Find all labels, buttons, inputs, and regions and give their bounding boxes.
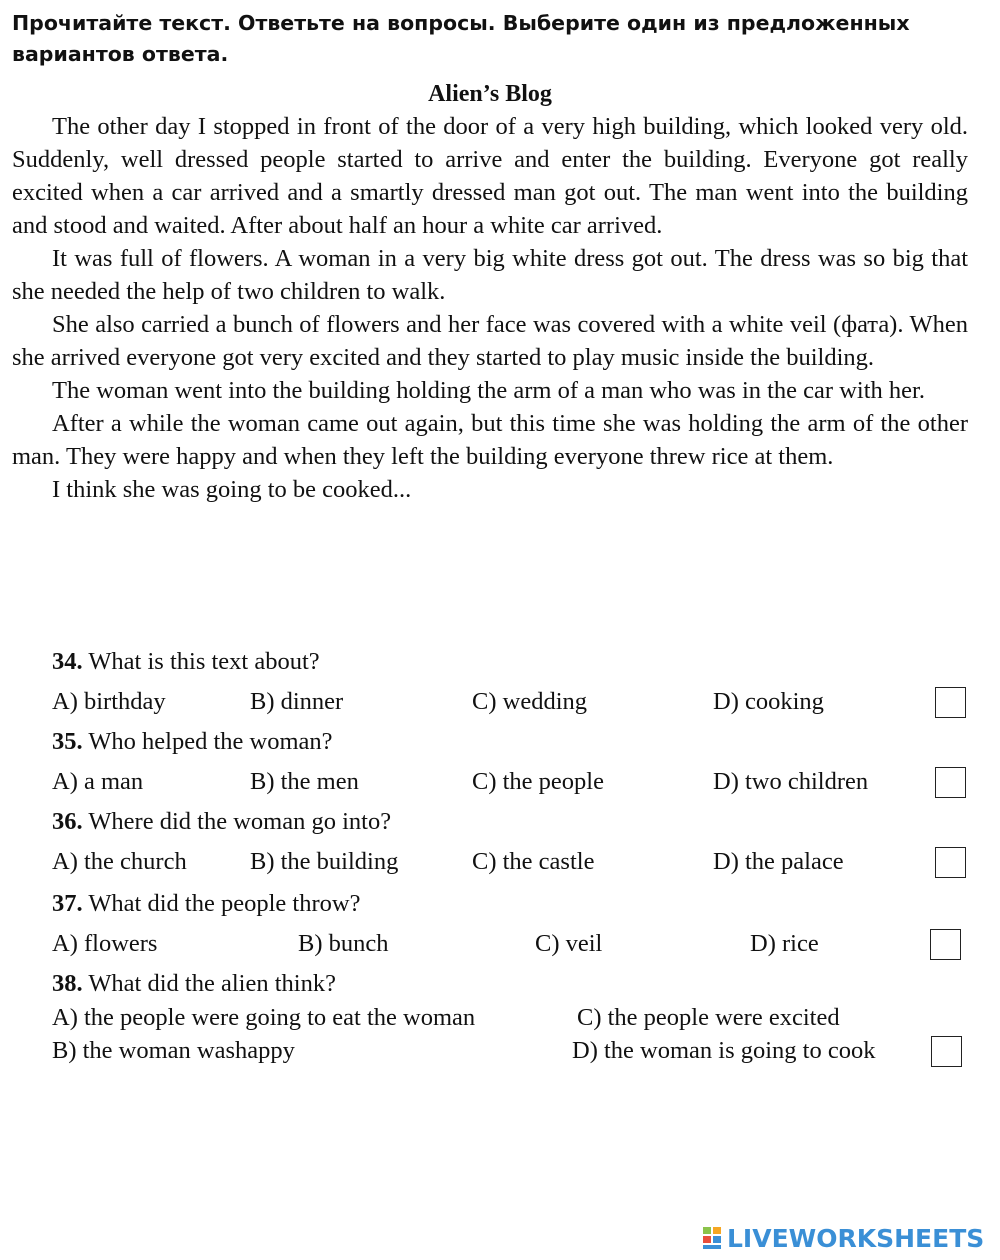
liveworksheets-logo (702, 1222, 984, 1254)
question-text: Where did the woman go into? (88, 808, 392, 835)
q36-option-b: B) the building (250, 848, 399, 875)
q34-option-c: C) wedding (472, 688, 587, 715)
question-number: 35. (52, 728, 83, 755)
question-36 (52, 806, 391, 838)
paragraph: The woman went into the building holding the arm of a man who was in the car with her. (52, 377, 925, 404)
q35-option-a: A) a man (52, 768, 144, 795)
q38-option-d: D) the woman is going to cook (572, 1037, 876, 1064)
q37-option-c: C) veil (535, 930, 603, 957)
instructions: Прочитайте текст. Ответьте на вопросы. Выберите один из предложенных вариантов ответа. (12, 11, 910, 66)
question-number: 38. (52, 970, 83, 997)
question-number: 37. (52, 890, 83, 917)
q37-option-b: B) bunch (298, 930, 389, 957)
question-text: Who helped the woman? (88, 728, 333, 755)
q38-option-b: B) the woman washappy (52, 1037, 295, 1064)
question-text: What did the alien think? (88, 970, 336, 997)
q36-option-a: A) the church (52, 848, 187, 875)
q34-option-d: D) cooking (713, 688, 824, 715)
paragraph: The other day I stopped in front of the door of a very high building, which looked very old. Suddenly, well dressed people started to arrive and enter the building. Everyone got really excited when a car arrived and a smartly dressed man got out. The man went into the building and stood and waited. After about half an hour a white car arrived. (12, 113, 968, 239)
question-35 (52, 726, 333, 758)
q34-option-b: B) dinner (250, 688, 344, 715)
reading-passage (12, 110, 968, 506)
q38-option-c: C) the people were excited (577, 1004, 840, 1031)
question-number: 36. (52, 808, 83, 835)
question-text: What did the people throw? (88, 890, 361, 917)
q36-option-c: C) the castle (472, 848, 595, 875)
question-38 (52, 968, 336, 1000)
paragraph: It was full of flowers. A woman in a very big white dress got out. The dress was so big that she needed the help of two children to walk. (12, 245, 968, 305)
question-37 (52, 888, 360, 920)
q38-option-a: A) the people were going to eat the woman (52, 1004, 476, 1031)
q36-option-d: D) the palace (713, 848, 844, 875)
question-number: 34. (52, 648, 83, 675)
q35-answer-box[interactable] (935, 767, 966, 798)
passage-title: Alien’s Blog (428, 81, 552, 107)
paragraph: She also carried a bunch of flowers and her face was covered with a white veil (фата). When she arrived everyone got very excited and they started to play music inside the building. (12, 311, 968, 371)
q35-option-b: B) the men (250, 768, 359, 795)
q38-answer-box[interactable] (931, 1036, 962, 1067)
question-34 (52, 646, 320, 678)
q37-answer-box[interactable] (930, 929, 961, 960)
brand-name: LIVEWORKSHEETS (727, 1223, 985, 1253)
q35-option-d: D) two children (713, 768, 869, 795)
q37-option-d: D) rice (750, 930, 819, 957)
q35-option-c: C) the people (472, 768, 604, 795)
q34-answer-box[interactable] (935, 687, 966, 718)
paragraph: I think she was going to be cooked... (52, 476, 412, 503)
question-text: What is this text about? (88, 648, 320, 675)
paragraph: After a while the woman came out again, but this time she was holding the arm of the other man. They were happy and when they left the building everyone threw rice at them. (12, 410, 968, 470)
q37-option-a: A) flowers (52, 930, 158, 957)
q36-answer-box[interactable] (935, 847, 966, 878)
q34-option-a: A) birthday (52, 688, 166, 715)
worksheet-icon (702, 1225, 724, 1251)
